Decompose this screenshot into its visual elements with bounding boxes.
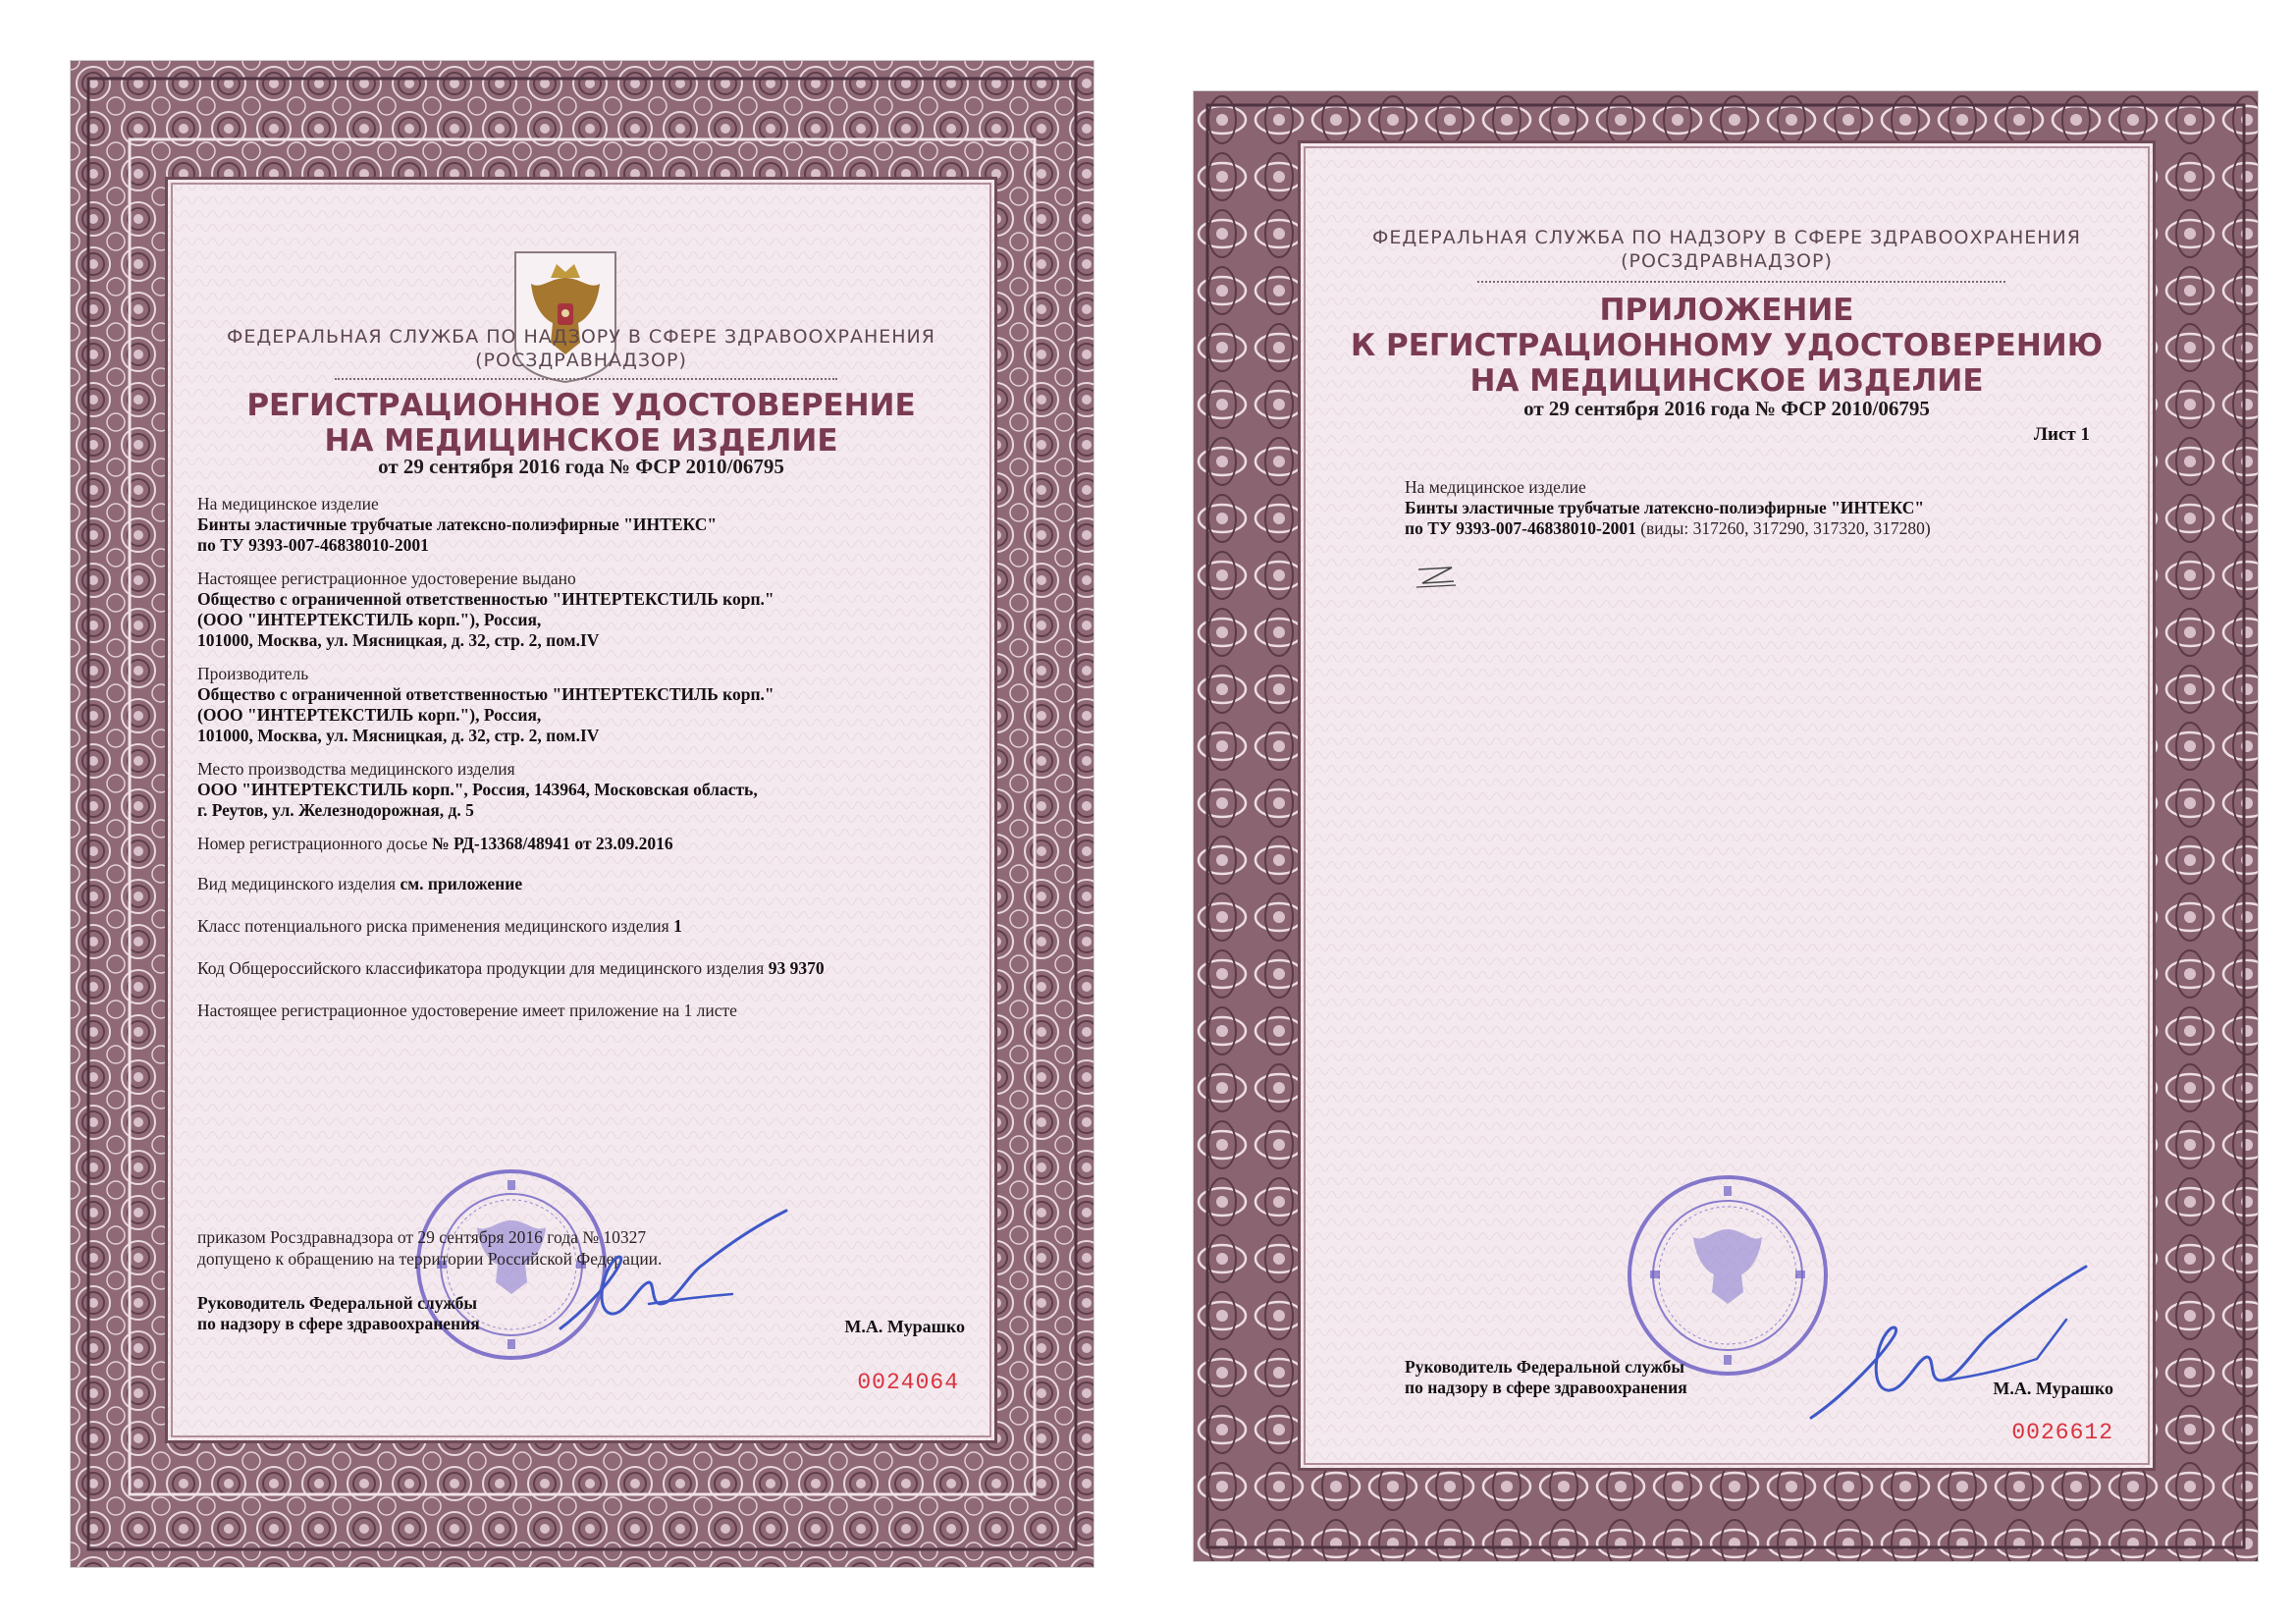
issue-date-number: от 29 сентября 2016 года № ФСР 2010/06795: [378, 455, 784, 478]
handwritten-signature: [502, 1206, 796, 1343]
okp-label: Код Общероссийского классификатора продукции для медицинского изделия: [197, 958, 769, 978]
agency-line-1: ФЕДЕРАЛЬНАЯ СЛУЖБА ПО НАДЗОРУ В СФЕРЕ ЗДРАВООХРАНЕНИЯ: [1372, 227, 2081, 248]
annex-title-line-2: К РЕГИСТРАЦИОННОМУ УДОСТОВЕРЕНИЮ: [1350, 328, 2104, 363]
agency-name: [168, 325, 994, 372]
order-line-1: приказом Росздравнадзора от 29 сентября 2016 года № 10327: [197, 1227, 647, 1247]
risk-class-row: [197, 916, 983, 937]
kind-row: [197, 874, 983, 894]
handwritten-signature: [1772, 1261, 2096, 1428]
annex-body: [1405, 477, 2151, 539]
annex-title-line-1: ПРИЛОЖЕНИЕ: [1599, 293, 1854, 328]
certificate-body: [197, 494, 983, 1034]
device-types: (виды: 317260, 317290, 317320, 317280): [1635, 518, 1931, 538]
device-name-2: по ТУ 9393-007-46838010-2001: [1405, 518, 1636, 538]
production-place-section: [197, 759, 983, 821]
risk-value: 1: [673, 916, 682, 936]
risk-label: Класс потенциального риска применения медицинского изделия: [197, 916, 674, 936]
maker-line-1: Общество с ограниченной ответственностью "ИНТЕРТЕКСТИЛЬ корп.": [197, 684, 774, 704]
signer-name: М.А. Мурашко: [1993, 1379, 2113, 1398]
issued-label: Настоящее регистрационное удостоверение выдано: [197, 568, 576, 588]
serial-number: 0024064: [857, 1370, 959, 1395]
title-line-2: НА МЕДИЦИНСКОЕ ИЗДЕЛИЕ: [324, 423, 838, 459]
annex-paper: [1298, 140, 2156, 1471]
annex-note: Настоящее регистрационное удостоверение имеет приложение на 1 листе: [197, 1001, 737, 1020]
issued-to-section: [197, 568, 983, 651]
handwritten-mark: [1415, 562, 1458, 591]
registration-certificate: [71, 61, 1094, 1567]
maker-label: Производитель: [197, 664, 309, 683]
agency-line-1: ФЕДЕРАЛЬНАЯ СЛУЖБА ПО НАДЗОРУ В СФЕРЕ ЗДРАВООХРАНЕНИЯ: [227, 326, 935, 348]
dossier-value: № РД-13368/48941 от 23.09.2016: [432, 834, 673, 853]
kind-label: Вид медицинского изделия: [197, 874, 400, 893]
maker-line-2: (ООО "ИНТЕРТЕКСТИЛЬ корп."), Россия,: [197, 705, 542, 725]
device-name-2: по ТУ 9393-007-46838010-2001: [197, 535, 429, 555]
manufacturer-section: [197, 664, 983, 746]
annex-title: [1301, 293, 2153, 399]
certificate-paper: [165, 177, 997, 1443]
annex-title-line-3: НА МЕДИЦИНСКОЕ ИЗДЕЛИЕ: [1469, 363, 1984, 399]
agency-line-2: (РОСЗДРАВНАДЗОР): [475, 350, 687, 371]
device-name-1: Бинты эластичные трубчатые латексно-полиэфирные "ИНТЕКС": [1405, 498, 1925, 517]
agency-name: [1301, 226, 2153, 273]
document-title: [168, 388, 994, 459]
maker-line-3: 101000, Москва, ул. Мясницкая, д. 32, стр. 2, пом.IV: [197, 726, 600, 745]
divider: [335, 378, 837, 380]
signer-role: [197, 1293, 480, 1334]
signer-role: [1405, 1357, 1687, 1398]
signer-role-line-1: Руководитель Федеральной службы: [197, 1293, 478, 1313]
place-label: Место производства медицинского изделия: [197, 759, 515, 779]
divider: [1477, 281, 2005, 283]
place-line-2: г. Реутов, ул. Железнодорожная, д. 5: [197, 800, 474, 820]
serial-number: 0026612: [2011, 1420, 2113, 1445]
issue-date-number: от 29 сентября 2016 года № ФСР 2010/06795: [1523, 397, 1930, 420]
signer-role-line-1: Руководитель Федеральной службы: [1405, 1357, 1685, 1377]
agency-line-2: (РОСЗДРАВНАДЗОР): [1621, 250, 1833, 272]
okp-value: 93 9370: [768, 958, 825, 978]
issued-line-3: 101000, Москва, ул. Мясницкая, д. 32, стр. 2, пом.IV: [197, 630, 600, 650]
issued-line-1: Общество с ограниченной ответственностью "ИНТЕРТЕКСТИЛЬ корп.": [197, 589, 774, 609]
signer-name: М.А. Мурашко: [844, 1317, 965, 1336]
issued-line-2: (ООО "ИНТЕРТЕКСТИЛЬ корп."), Россия,: [197, 610, 542, 629]
device-section: [197, 494, 983, 556]
dossier-row: [197, 834, 983, 854]
device-label: На медицинское изделие: [197, 494, 379, 514]
order-line-2: допущено к обращению на территории Российской Федерации.: [197, 1249, 663, 1269]
dossier-label: Номер регистрационного досье: [197, 834, 433, 853]
title-line-1: РЕГИСТРАЦИОННОЕ УДОСТОВЕРЕНИЕ: [246, 388, 916, 423]
sheet-number: Лист 1: [2033, 424, 2090, 445]
signer-role-line-2: по надзору в сфере здравоохранения: [197, 1314, 480, 1333]
kind-value: см. приложение: [400, 874, 523, 893]
registration-annex: [1194, 91, 2258, 1561]
device-name-1: Бинты эластичные трубчатые латексно-полиэфирные "ИНТЕКС": [197, 514, 718, 534]
device-label: На медицинское изделие: [1405, 477, 1586, 497]
okp-code-row: [197, 958, 983, 979]
signer-role-line-2: по надзору в сфере здравоохранения: [1405, 1378, 1687, 1397]
place-line-1: ООО "ИНТЕРТЕКСТИЛЬ корп.", Россия, 143964, Московская область,: [197, 780, 758, 799]
